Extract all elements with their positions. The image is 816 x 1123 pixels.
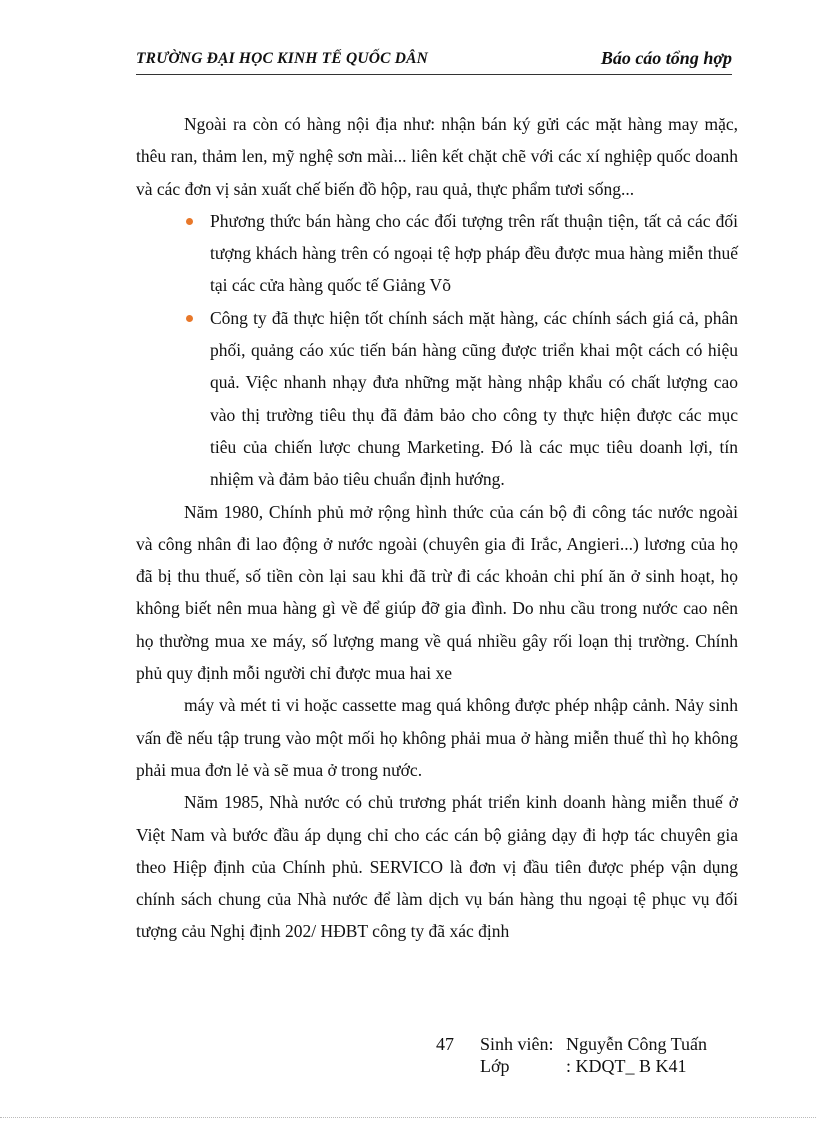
student-label: Sinh viên:: [480, 1034, 554, 1054]
paragraph-1980: Năm 1980, Chính phủ mở rộng hình thức của cán bộ đi công tác nước ngoài và công nhân đi lao động ở nước ngoài (chuyên gia đi Irắc, Angieri...) lương của họ đã bị thu thuế, số tiền còn lại sau khi đã trừ đi các khoản chi phí ăn ở sinh hoạt, họ không biết nên mua hàng gì về để giúp đỡ gia đình. Do nhu cầu trong nước cao nên họ thường mua xe máy, số lượng mang về quá nhiều gây rối loạn thị trường. Chính phủ quy định mỗi người chỉ được mua hai xe: [136, 501, 738, 684]
bullet-item: [210, 205, 738, 302]
document-body: [136, 108, 738, 948]
class-row: [480, 1054, 687, 1078]
page-header: [136, 46, 732, 75]
school-name: TRƯỜNG ĐẠI HỌC KINH TẾ QUỐC DÂN: [136, 50, 429, 67]
class-value: : KDQT_ B K41: [566, 1056, 687, 1076]
page-number: 47: [436, 1034, 454, 1054]
bullet-list: [136, 205, 738, 496]
page-bottom-border: [0, 1117, 816, 1118]
student-row: [480, 1032, 707, 1056]
paragraph-domestic-goods: Ngoài ra còn có hàng nội địa như: nhận bán ký gửi các mặt hàng may mặc, thêu ran, thảm len, mỹ nghệ sơn mài... liên kết chặt chẽ với các xí nghiệp quốc doanh và các đơn vị sản xuất chế biến đồ hộp, rau quả, thực phẩm tươi sống...: [136, 114, 738, 199]
bullet-item: [210, 302, 738, 496]
bullet-text: Phương thức bán hàng cho các đối tượng trên rất thuận tiện, tất cả các đối tượng khách hàng trên có ngoại tệ hợp pháp đều được mua hàng miễn thuế tại các cửa hàng quốc tế Giảng Võ: [210, 210, 738, 296]
paragraph-continuation: máy và mét ti vi hoặc cassette mag quá không được phép nhập cảnh. Nảy sinh vấn đề nếu tập trung vào một mối họ không phải mua ở hàng miễn thuế thì họ không phải mua đơn lẻ và sẽ mua ở trong nước.: [136, 695, 738, 780]
paragraph-1985: Năm 1985, Nhà nước có chủ trương phát triển kinh doanh hàng miễn thuế ở Việt Nam và bước đầu áp dụng chỉ cho các cán bộ giảng dạy đi hợp tác chuyên gia theo Hiệp định của Chính phủ. SERVICO là đơn vị đầu tiên được phép vận dụng chính sách chung của Nhà nước để làm dịch vụ bán hàng thu ngoại tệ phục vụ đối tượng cảu Nghị định 202/ HĐBT công ty đã xác định: [136, 792, 738, 942]
class-label: Lớp: [480, 1056, 510, 1076]
bullet-text: Công ty đã thực hiện tốt chính sách mặt hàng, các chính sách giá cả, phân phối, quảng cáo xúc tiến bán hàng cũng được triển khai một cách có hiệu quả. Việc nhanh nhạy đưa những mặt hàng nhập khẩu có chất lượng cao vào thị trường tiêu thụ đã đảm bảo cho công ty thực hiện được các mục tiêu của chiến lược chung Marketing. Đó là các mục tiêu doanh lợi, tín nhiệm và đảm bảo tiêu chuẩn định hướng.: [210, 307, 738, 490]
bullet-dot-icon: [186, 218, 193, 225]
bullet-dot-icon: [186, 315, 193, 322]
report-title: Báo cáo tổng hợp: [600, 48, 732, 68]
student-name: Nguyễn Công Tuấn: [566, 1034, 708, 1054]
